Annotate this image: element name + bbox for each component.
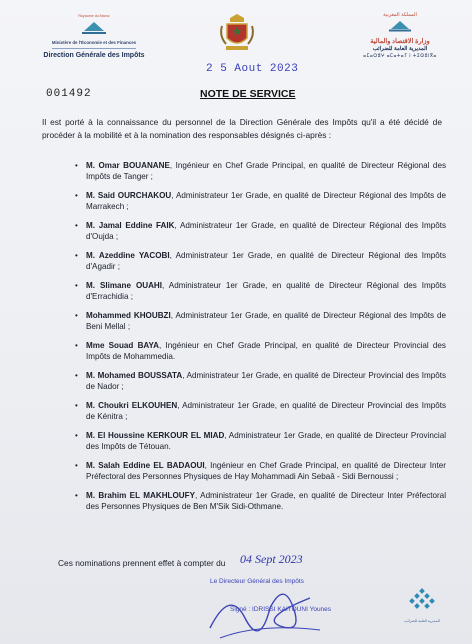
appointment-item	[75, 370, 446, 392]
document-title: NOTE DE SERVICE	[200, 88, 296, 100]
dgi-diamond-icon	[404, 588, 440, 614]
appointment-details: , Administrateur 1er Grade, en qualité de Directeur Provincial des Impôts de Tétouan.	[86, 431, 447, 452]
bullet-icon: •	[75, 161, 78, 170]
header-right-kingdom: المملكة المغربية	[383, 12, 417, 18]
appointment-details: , Administrateur 1er Grade, en qualité de Directeur Régional des Impôts d'Agadir ;	[86, 251, 446, 272]
appointment-item	[75, 160, 446, 182]
royal-crest-icon	[218, 12, 256, 54]
appointee-name: M. Mohamed BOUSSATA	[86, 371, 183, 380]
appointment-details: , Ingénieur en Chef Grade Principal, en qualité de Directeur Régional des Impôts de Tanger ;	[86, 161, 446, 182]
signatory-name: Signé : IDRISSI KAITOUNI Younes	[230, 606, 332, 613]
header-right	[350, 12, 450, 59]
appointment-details: , Administrateur 1er Grade, en qualité de Directeur Régional des Impôts d'Errachidia ;	[86, 281, 446, 302]
header-left	[34, 14, 154, 59]
effect-date-stamp: 04 Sept 2023	[240, 552, 303, 566]
appointee-name: M. Jamal Eddine FAIK	[86, 221, 175, 230]
appointment-item	[75, 490, 446, 512]
appointment-details: , Administrateur 1er Grade, en qualité de Directeur Régional des Impôts d'Oujda ;	[86, 221, 447, 242]
appointment-details: , Administrateur 1er Grade, en qualité de Directeur Régional des Impôts de Beni Mellal ;	[86, 311, 447, 332]
effect-text: Ces nominations prennent effet à compter du	[58, 558, 226, 568]
appointee-name: M. Slimane OUAHI	[86, 281, 163, 290]
bullet-icon: •	[75, 251, 78, 260]
bullet-icon: •	[75, 461, 78, 470]
bullet-icon: •	[75, 281, 78, 290]
appointment-item	[75, 340, 446, 362]
dgi-emblem-right-icon	[385, 20, 415, 32]
bullet-icon: •	[75, 491, 78, 500]
appointment-details: , Administrateur 1er Grade, en qualité de Directeur Provincial des Impôts de Kénitra ;	[86, 401, 446, 422]
date-stamp: 2 5 Aout 2023	[206, 63, 299, 75]
header-left-rule	[52, 48, 136, 49]
appointment-item	[75, 460, 446, 482]
appointee-name: M. Omar BOUANANE	[86, 161, 170, 170]
appointment-details: , Administrateur 1er Grade, en qualité de Directeur Provincial des Impôts de Nador ;	[86, 371, 446, 392]
signatory-title: Le Directeur Général des Impôts	[210, 578, 304, 585]
appointment-item	[75, 400, 446, 422]
header-right-ministry: وزارة الاقتصاد والمالية	[370, 38, 430, 45]
reference-number: 001492	[46, 88, 92, 100]
footer-logo-ar: المديرية العامة للضرائب	[404, 619, 440, 623]
bullet-icon: •	[75, 191, 78, 200]
appointee-name: M. Choukri ELKOUHEN	[86, 401, 178, 410]
header-left-dgi: Direction Générale des Impôts	[43, 52, 145, 59]
appointee-name: M. El Houssine KERKOUR EL MIAD	[86, 431, 225, 440]
dgi-emblem-icon	[77, 21, 111, 35]
appointee-name: Mohammed KHOUBZI	[86, 311, 171, 320]
header-right-dgi: المديرية العامة للضرائب	[372, 46, 428, 52]
appointee-name: M. Brahim EL MAKHLOUFY	[86, 491, 195, 500]
appointment-item	[75, 280, 446, 302]
bullet-icon: •	[75, 341, 78, 350]
appointments-list	[75, 160, 447, 520]
appointment-item	[75, 430, 447, 452]
header-left-ministry: Ministère de l'Économie et des Finances	[51, 40, 137, 45]
header-left-kingdom: Royaume du Maroc	[78, 14, 110, 18]
appointment-details: , Ingénieur en Chef Grade Principal, en qualité de Directeur Inter Préfectoral des Personnes Physiques de Hay Mohammadi Ain Sebaâ - Sidi Bernoussi ;	[86, 461, 446, 482]
header-right-tifinagh: ⴰⵎⴰⵔⵓⵖ ⴰⵎⴰⵜⴰⵢ ⵏ ⵜⵉⵙⵓⵏⴳⴰ	[363, 53, 437, 58]
bullet-icon: •	[75, 371, 78, 380]
bullet-icon: •	[75, 401, 78, 410]
appointment-details: , Administrateur 1er Grade, en qualité de Directeur Inter Préfectoral des Personnes Physiques de Ben M'Sik Sidi-Othmane.	[86, 491, 446, 512]
appointee-name: M. Azeddine YACOBI	[86, 251, 170, 260]
appointment-item	[75, 190, 447, 212]
bullet-icon: •	[75, 431, 78, 440]
appointee-name: M. Said OURCHAKOU	[86, 191, 172, 200]
appointee-name: Mme Souad BAYA	[86, 341, 160, 350]
appointee-name: M. Salah Eddine EL BADAOUI	[86, 461, 205, 470]
appointment-item	[75, 220, 447, 242]
intro-paragraph: Il est porté à la connaissance du personnel de la Direction Générale des Impôts qu'il a été décidé de procéder à la mobilité et à la nomination des responsables désignés ci-après :	[42, 117, 442, 140]
appointment-item	[75, 250, 446, 272]
bullet-icon: •	[75, 311, 78, 320]
appointment-details: , Administrateur 1er Grade, en qualité de Directeur Régional des Impôts de Marrakech ;	[86, 191, 447, 212]
appointment-details: , Ingénieur en Chef Grade Principal, en qualité de Directeur Provincial des Impôts de Mohammedia.	[86, 341, 446, 362]
appointment-item	[75, 310, 447, 332]
bullet-icon: •	[75, 221, 78, 230]
footer-logo	[392, 588, 452, 624]
